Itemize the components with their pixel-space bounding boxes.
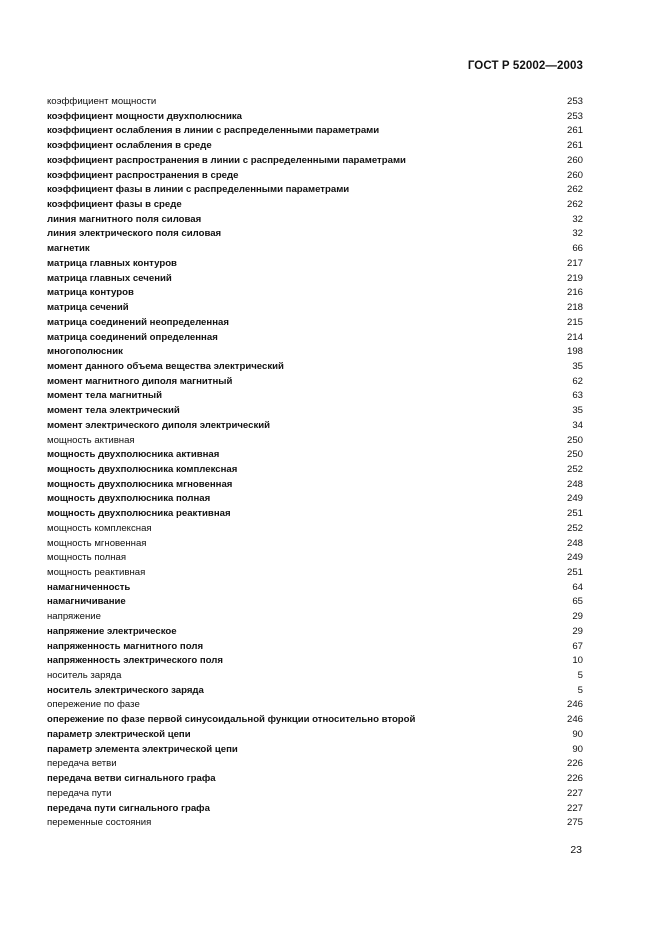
- index-page-ref: 250: [566, 449, 583, 461]
- index-term: матрица соединений неопределенная: [47, 316, 229, 328]
- alphabetical-index: [47, 95, 583, 831]
- index-page-ref: 32: [572, 213, 583, 225]
- index-term: момент тела электрический: [47, 405, 180, 417]
- index-entry: [47, 213, 583, 228]
- index-entry: [47, 816, 583, 831]
- index-page-ref: 251: [566, 508, 583, 520]
- index-page-ref: 65: [572, 596, 583, 608]
- index-entry: [47, 183, 583, 198]
- index-entry: [47, 345, 583, 360]
- index-term: коэффициент фазы в среде: [47, 199, 182, 211]
- index-term: опережение по фазе: [47, 699, 140, 711]
- index-page-ref: 67: [572, 640, 583, 652]
- index-page-ref: 260: [566, 169, 583, 181]
- index-term: матрица главных сечений: [47, 272, 172, 284]
- index-term: момент магнитного диполя магнитный: [47, 375, 233, 387]
- index-page-ref: 253: [566, 96, 583, 107]
- index-entry: [47, 463, 583, 478]
- index-page-ref: 66: [572, 243, 583, 255]
- index-term: напряжение электрическое: [47, 625, 177, 637]
- index-entry: [47, 375, 583, 390]
- index-page-ref: 29: [572, 611, 583, 623]
- index-entry: [47, 802, 583, 817]
- index-term: параметр элемента электрической цепи: [47, 743, 238, 755]
- index-entry: [47, 728, 583, 743]
- index-page-ref: 34: [572, 419, 583, 431]
- index-term: линия электрического поля силовая: [47, 228, 222, 240]
- index-entry: [47, 684, 583, 699]
- index-entry: [47, 625, 583, 640]
- index-page-ref: 5: [577, 670, 583, 682]
- index-entry: [47, 581, 583, 596]
- index-term: мощность реактивная: [47, 567, 146, 578]
- index-term: коэффициент распространения в линии с распределенными параметрами: [47, 154, 406, 166]
- index-page-ref: 261: [566, 140, 583, 152]
- index-term: момент тела магнитный: [47, 390, 163, 402]
- index-term: передача ветви сигнального графа: [47, 773, 216, 785]
- index-term: намагничивание: [47, 596, 126, 608]
- index-term: коэффициент мощности двухполюсника: [47, 110, 243, 122]
- index-page-ref: 215: [566, 316, 583, 328]
- index-entry: [47, 389, 583, 404]
- index-entry: [47, 404, 583, 419]
- index-entry: [47, 669, 583, 684]
- index-term: напряжение: [47, 611, 101, 623]
- index-page-ref: 249: [566, 552, 583, 564]
- index-term: переменные состояния: [47, 817, 152, 829]
- index-entry: [47, 154, 583, 169]
- index-entry: [47, 610, 583, 625]
- index-entry: [47, 566, 583, 581]
- index-entry: [47, 124, 583, 139]
- index-page-ref: 248: [566, 537, 583, 549]
- index-term: мощность полная: [47, 552, 127, 564]
- index-page-ref: 227: [566, 787, 583, 799]
- index-page-ref: 29: [572, 625, 583, 637]
- index-page-ref: 246: [566, 714, 583, 726]
- index-page-ref: 226: [566, 758, 583, 770]
- index-entry: [47, 301, 583, 316]
- index-entry: [47, 139, 583, 154]
- index-page-ref: 218: [566, 302, 583, 314]
- index-page-ref: 249: [566, 493, 583, 505]
- index-page-ref: 246: [566, 699, 583, 711]
- index-page-ref: 63: [572, 390, 583, 402]
- index-page-ref: 253: [566, 110, 583, 122]
- index-term: магнетик: [47, 243, 90, 255]
- index-term: мощность двухполюсника мгновенная: [47, 478, 233, 490]
- index-term: коэффициент мощности: [47, 96, 157, 107]
- index-term: линия магнитного поля силовая: [47, 213, 202, 225]
- index-term: передача пути сигнального графа: [47, 802, 210, 814]
- index-entry: [47, 654, 583, 669]
- index-entry: [47, 698, 583, 713]
- index-entry: [47, 316, 583, 331]
- index-page-ref: 64: [572, 581, 583, 593]
- index-entry: [47, 169, 583, 184]
- index-page-ref: 226: [566, 773, 583, 785]
- index-entry: [47, 286, 583, 301]
- index-term: напряженность магнитного поля: [47, 640, 204, 652]
- index-entry: [47, 360, 583, 375]
- index-term: матрица соединений определенная: [47, 331, 218, 343]
- index-term: матрица сечений: [47, 302, 129, 314]
- index-term: мощность двухполюсника полная: [47, 493, 211, 505]
- index-entry: [47, 198, 583, 213]
- index-entry: [47, 640, 583, 655]
- index-term: передача ветви: [47, 758, 117, 770]
- index-page-ref: 262: [566, 184, 583, 196]
- index-page-ref: 35: [572, 405, 583, 417]
- index-term: мощность двухполюсника комплексная: [47, 463, 238, 475]
- index-term: носитель электрического заряда: [47, 684, 204, 696]
- index-term: напряженность электрического поля: [47, 655, 223, 667]
- index-entry: [47, 478, 583, 493]
- index-entry: [47, 772, 583, 787]
- index-page-ref: 216: [566, 287, 583, 299]
- index-page-ref: 252: [566, 522, 583, 534]
- index-term: матрица главных контуров: [47, 257, 177, 269]
- index-page-ref: 32: [572, 228, 583, 240]
- index-entry: [47, 272, 583, 287]
- index-term: коэффициент ослабления в линии с распределенными параметрами: [47, 125, 380, 137]
- index-entry: [47, 257, 583, 272]
- index-entry: [47, 743, 583, 758]
- index-page-ref: 261: [566, 125, 583, 137]
- index-page-ref: 251: [566, 567, 583, 578]
- index-entry: [47, 110, 583, 125]
- index-page-ref: 35: [572, 360, 583, 372]
- index-entry: [47, 227, 583, 242]
- index-term: мощность комплексная: [47, 522, 152, 534]
- index-page-ref: 5: [577, 684, 583, 696]
- index-entry: [47, 492, 583, 507]
- index-page-ref: 217: [566, 257, 583, 269]
- index-entry: [47, 757, 583, 772]
- index-page-ref: 262: [566, 199, 583, 211]
- standard-code: ГОСТ Р 52002—2003: [467, 60, 583, 72]
- index-entry: [47, 787, 583, 802]
- index-entry: [47, 419, 583, 434]
- index-page-ref: 62: [572, 375, 583, 387]
- index-term: мощность двухполюсника активная: [47, 449, 220, 461]
- index-term: многополюсник: [47, 346, 123, 358]
- index-page-ref: 260: [566, 154, 583, 166]
- index-term: момент данного объема вещества электрический: [47, 360, 284, 372]
- index-page-ref: 90: [572, 743, 583, 755]
- index-term: мощность мгновенная: [47, 537, 147, 549]
- index-page-ref: 10: [572, 655, 583, 667]
- index-entry: [47, 522, 583, 537]
- index-page-ref: 250: [566, 434, 583, 446]
- index-entry: [47, 713, 583, 728]
- index-entry: [47, 331, 583, 346]
- index-page-ref: 214: [566, 331, 583, 343]
- index-entry: [47, 537, 583, 552]
- index-term: передача пути: [47, 787, 112, 799]
- index-page-ref: 248: [566, 478, 583, 490]
- index-entry: [47, 434, 583, 449]
- document-header: [468, 60, 583, 72]
- index-term: коэффициент фазы в линии с распределенными параметрами: [47, 184, 350, 196]
- index-entry: [47, 551, 583, 566]
- index-page-ref: 252: [566, 463, 583, 475]
- index-entry: [47, 507, 583, 522]
- index-term: матрица контуров: [47, 287, 134, 299]
- index-term: коэффициент распространения в среде: [47, 169, 239, 181]
- index-page-ref: 90: [572, 728, 583, 740]
- index-page-ref: 198: [566, 346, 583, 358]
- index-term: момент электрического диполя электрический: [47, 419, 271, 431]
- index-entry: [47, 448, 583, 463]
- page-number: 23: [570, 844, 582, 856]
- index-term: коэффициент ослабления в среде: [47, 140, 212, 152]
- index-term: носитель заряда: [47, 670, 122, 682]
- index-page-ref: 275: [566, 817, 583, 829]
- index-term: мощность двухполюсника реактивная: [47, 508, 231, 520]
- index-entry: [47, 95, 583, 110]
- index-entry: [47, 242, 583, 257]
- index-page-ref: 219: [566, 272, 583, 284]
- index-term: мощность активная: [47, 434, 135, 446]
- index-term: опережение по фазе первой синусоидальной функции относительно второй: [47, 714, 416, 726]
- index-term: намагниченность: [47, 581, 131, 593]
- index-page-ref: 227: [566, 802, 583, 814]
- index-entry: [47, 595, 583, 610]
- index-term: параметр электрической цепи: [47, 728, 191, 740]
